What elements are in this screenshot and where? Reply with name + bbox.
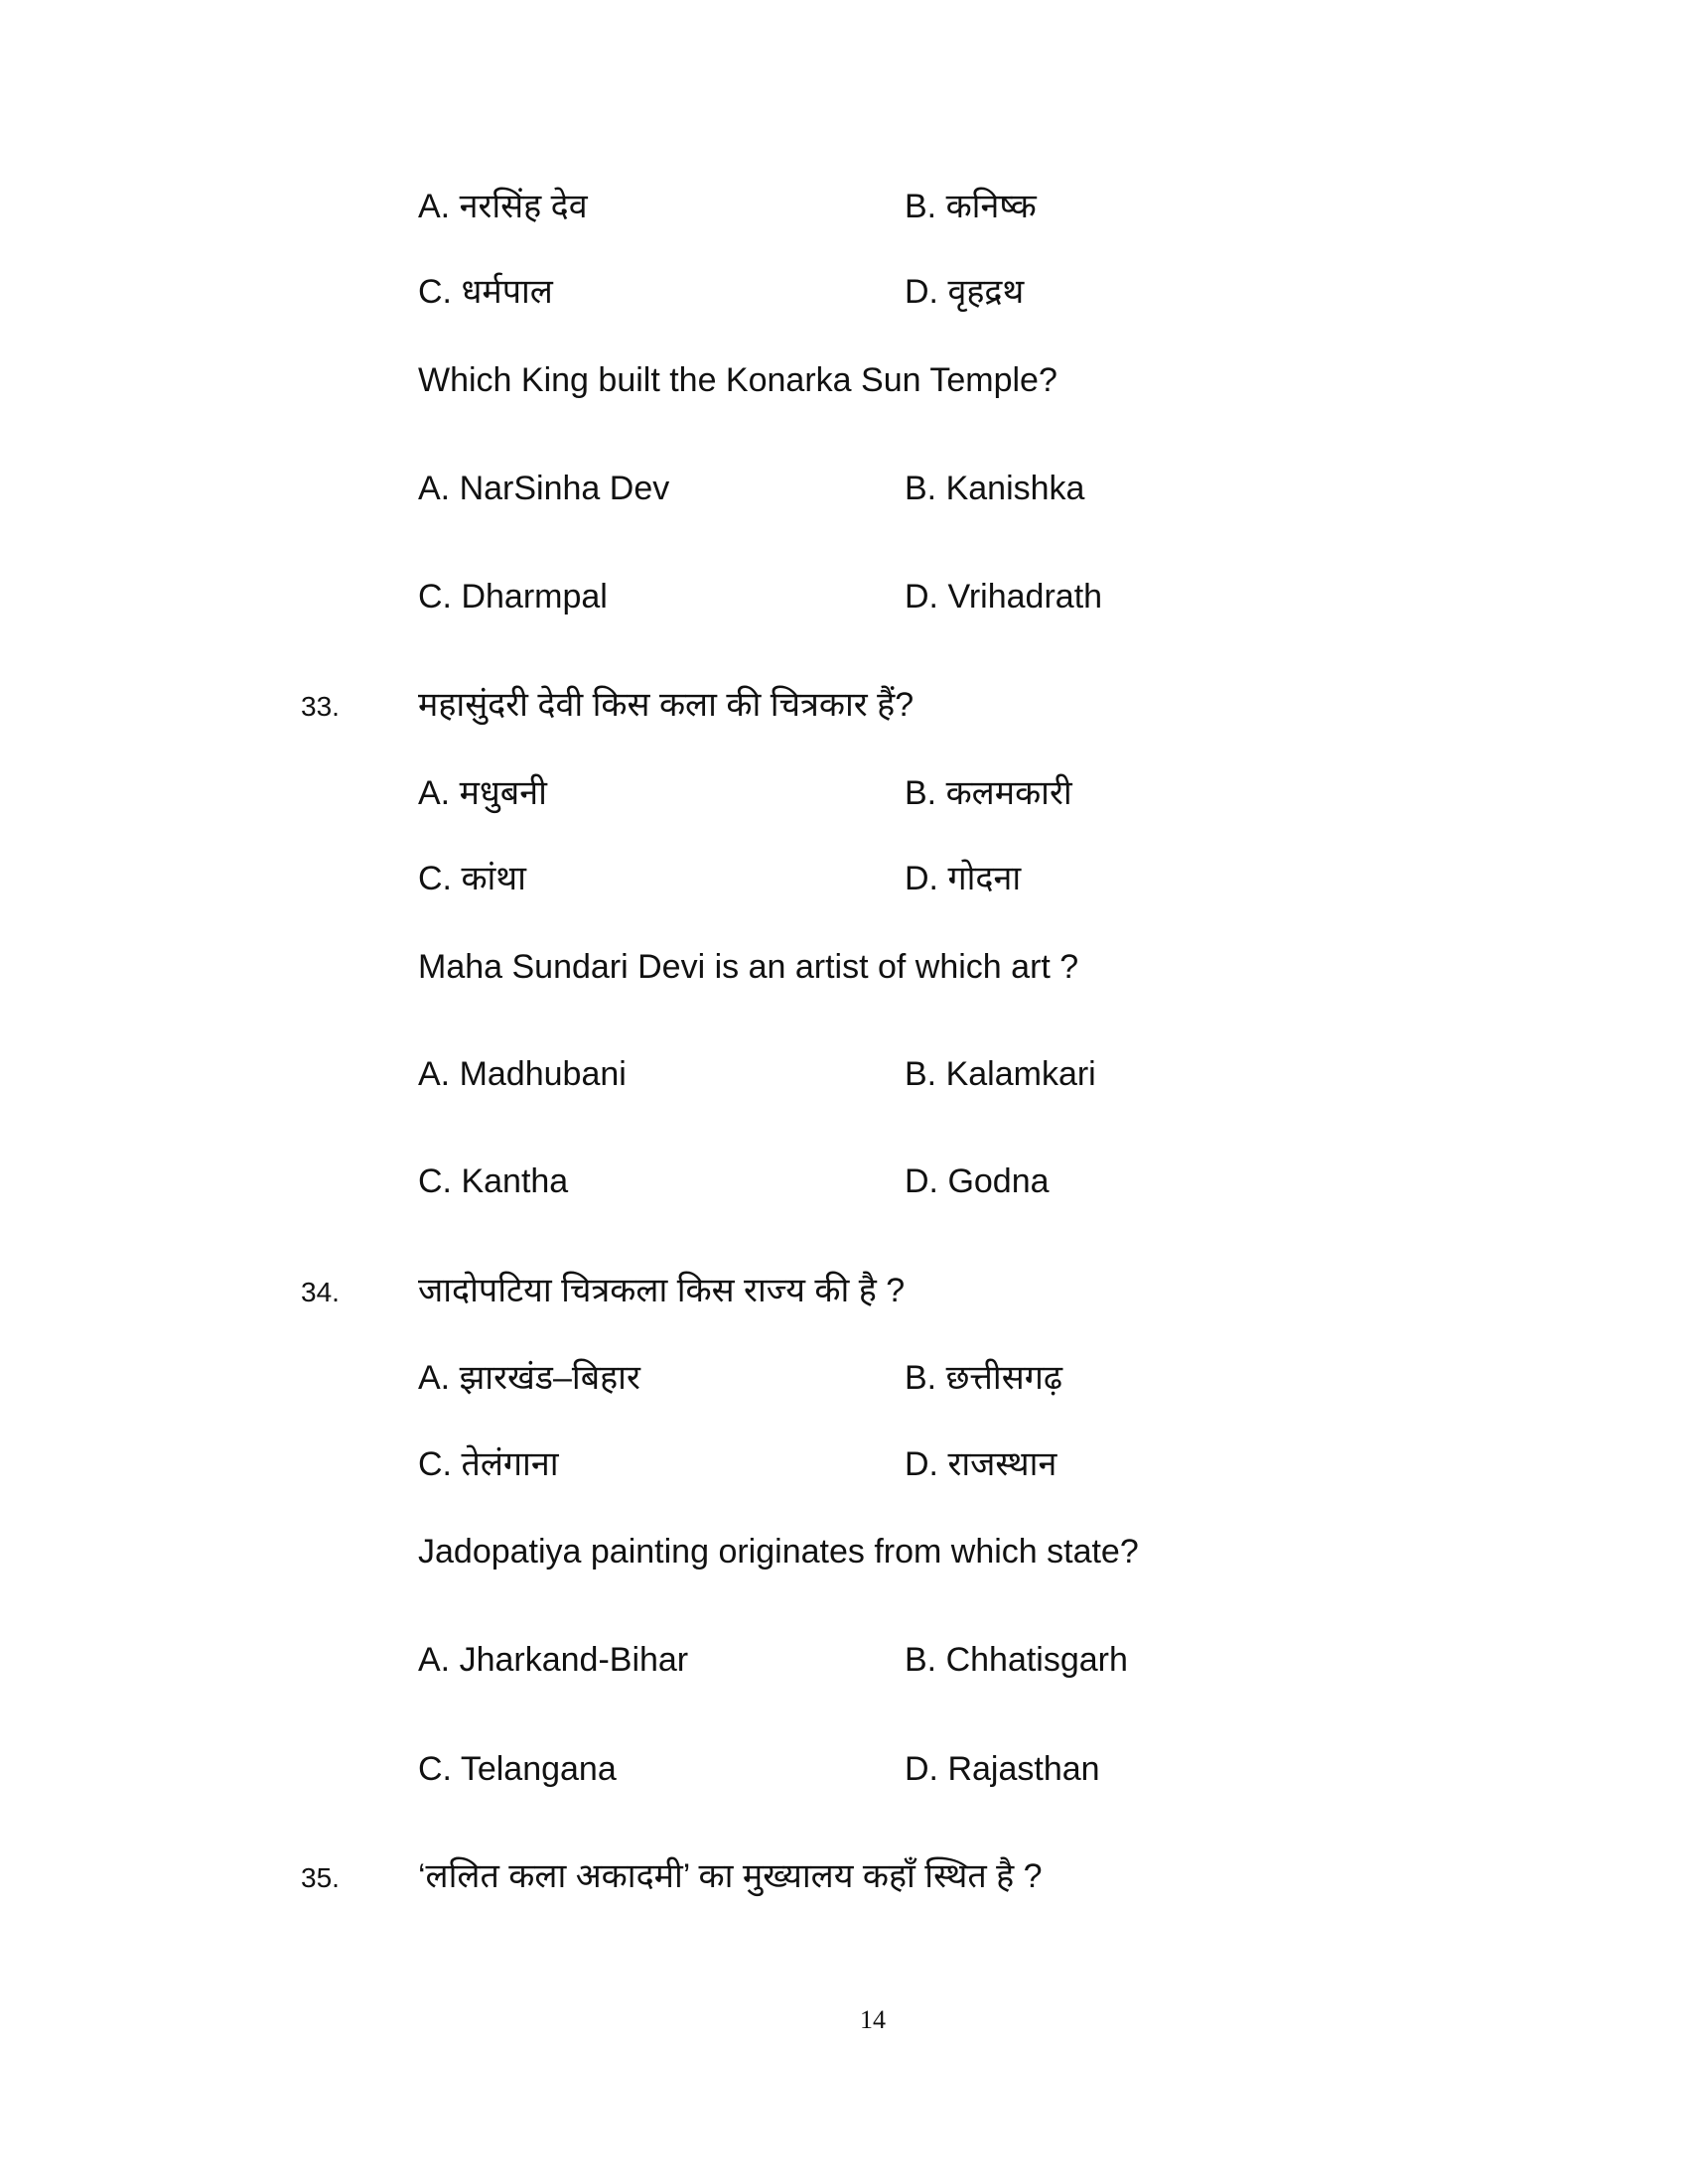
q34-option-b-hindi: B. छत्तीसगढ़ [905,1359,1062,1397]
q34-question-hindi: जादोपटिया चित्रकला किस राज्य की है ? [418,1272,906,1309]
q33-option-a-english: A. Madhubani [418,1055,627,1093]
q34-option-a-english: A. Jharkand-Bihar [418,1641,689,1679]
q33-option-a-hindi: A. मधुबनी [418,774,547,812]
option-b-english: B. Kanishka [905,470,1085,507]
page-number: 14 [860,2005,886,2034]
option-d-hindi: D. वृहद्रथ [905,273,1025,311]
q34-option-b-english: B. Chhatisgarh [905,1641,1128,1679]
q33-option-c-english: C. Kantha [418,1162,569,1200]
option-b-hindi: B. कनिष्क [905,188,1037,225]
q34-option-d-hindi: D. राजस्थान [905,1445,1057,1483]
option-c-hindi: C. धर्मपाल [418,273,553,311]
option-c-english: C. Dharmpal [418,578,608,615]
q33-question-hindi: महासुंदरी देवी किस कला की चित्रकार हैं? [418,686,914,724]
q34-option-a-hindi: A. झारखंड–बिहार [418,1359,640,1397]
q33-option-c-hindi: C. कांथा [418,860,526,897]
q35-number: 35. [301,1862,340,1893]
q34-number: 34. [301,1277,340,1307]
q33-option-b-hindi: B. कलमकारी [905,774,1072,812]
q32-question-english: Which King built the Konarka Sun Temple? [418,361,1057,399]
q33-number: 33. [301,691,340,722]
q35-question-hindi: ‘ललित कला अकादमी’ का मुख्यालय कहाँ स्थित है ? [418,1857,1043,1895]
option-a-english: A. NarSinha Dev [418,470,670,507]
q33-option-b-english: B. Kalamkari [905,1055,1096,1093]
q34-option-c-english: C. Telangana [418,1750,617,1788]
q33-option-d-hindi: D. गोदना [905,860,1022,897]
q34-option-d-english: D. Rajasthan [905,1750,1100,1788]
option-a-hindi: A. नरसिंह देव [418,188,588,225]
q33-option-d-english: D. Godna [905,1162,1050,1200]
q33-question-english: Maha Sundari Devi is an artist of which art ? [418,948,1079,986]
q34-option-c-hindi: C. तेलंगाना [418,1445,559,1483]
q34-question-english: Jadopatiya painting originates from which state? [418,1533,1139,1570]
option-d-english: D. Vrihadrath [905,578,1103,615]
